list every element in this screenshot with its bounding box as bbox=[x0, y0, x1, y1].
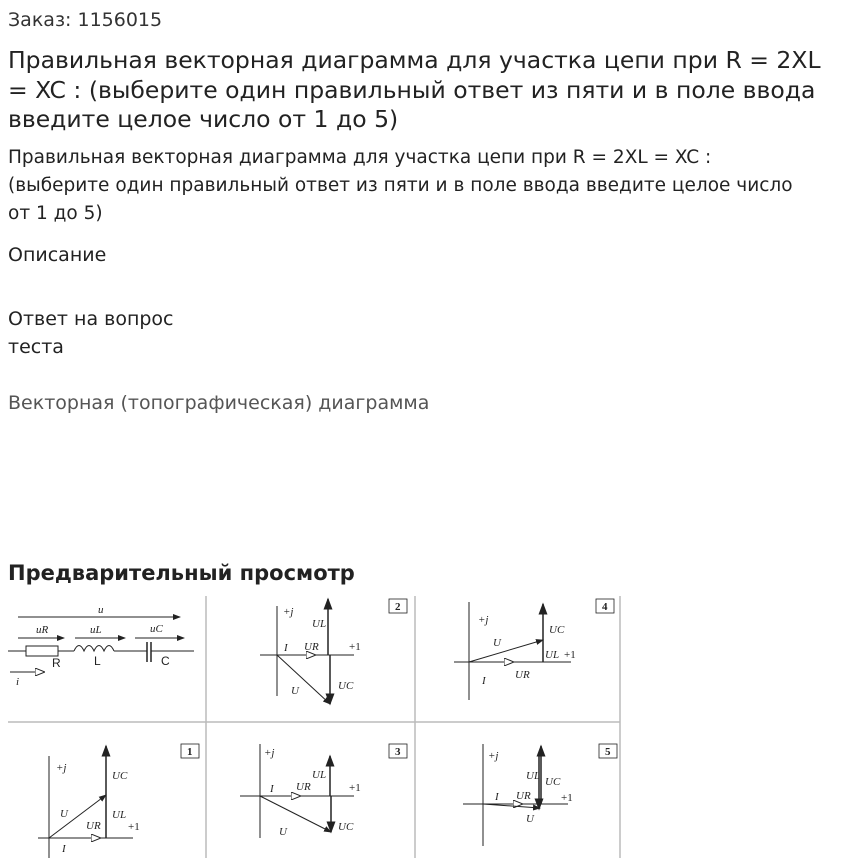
circuit-schematic bbox=[8, 604, 194, 688]
svg-text:I: I bbox=[284, 642, 288, 654]
svg-text:U: U bbox=[493, 637, 501, 649]
resistor bbox=[26, 646, 58, 656]
vector-diagram-option-3 bbox=[240, 744, 407, 838]
description-line: Правильная векторная диаграмма для участка цепи при R = 2XL = XC : bbox=[8, 147, 712, 168]
svg-text:UL: UL bbox=[526, 770, 541, 782]
answer-heading-line: теста bbox=[8, 336, 64, 358]
vector-diagram-option-1 bbox=[38, 744, 199, 858]
svg-text:+1: +1 bbox=[349, 641, 361, 653]
order-number: Заказ: 1156015 bbox=[8, 9, 163, 31]
label-u: u bbox=[98, 604, 104, 616]
svg-text:UL: UL bbox=[545, 649, 560, 661]
svg-text:+1: +1 bbox=[349, 782, 361, 794]
svg-text:UR: UR bbox=[296, 781, 311, 793]
svg-text:I: I bbox=[482, 675, 486, 687]
svg-text:+j: +j bbox=[478, 614, 489, 626]
description-heading: Описание bbox=[8, 244, 107, 266]
svg-text:+1: +1 bbox=[128, 821, 140, 833]
svg-text:I: I bbox=[62, 843, 66, 855]
svg-text:UR: UR bbox=[515, 669, 530, 681]
option-number: 4 bbox=[602, 601, 608, 613]
description-text bbox=[8, 144, 828, 228]
svg-text:U: U bbox=[526, 813, 534, 825]
svg-text:+1: +1 bbox=[561, 792, 573, 804]
label-uC: uC bbox=[150, 623, 163, 635]
svg-text:+j: +j bbox=[264, 747, 275, 759]
option-number: 5 bbox=[605, 746, 611, 758]
svg-text:I: I bbox=[270, 783, 274, 795]
svg-text:+1: +1 bbox=[564, 649, 576, 661]
svg-text:U: U bbox=[291, 685, 299, 697]
svg-text:UC: UC bbox=[338, 821, 354, 833]
svg-text:UL: UL bbox=[312, 769, 327, 781]
vector-diagram-option-4 bbox=[454, 599, 614, 700]
inductor bbox=[74, 646, 114, 652]
label-uL: uL bbox=[90, 624, 102, 636]
label-C: C bbox=[161, 654, 170, 668]
option-number: 3 bbox=[395, 746, 401, 758]
description-line: от 1 до 5) bbox=[8, 203, 103, 224]
svg-text:UC: UC bbox=[549, 624, 565, 636]
svg-text:U: U bbox=[60, 808, 68, 820]
svg-text:+j: +j bbox=[56, 762, 67, 774]
svg-text:UR: UR bbox=[516, 790, 531, 802]
description-line: (выберите один правильный ответ из пяти и в поле ввода введите целое число bbox=[8, 175, 793, 196]
svg-text:UC: UC bbox=[112, 770, 128, 782]
label-R: R bbox=[52, 656, 61, 670]
answer-heading bbox=[8, 305, 174, 361]
svg-text:+j: +j bbox=[488, 750, 499, 762]
answer-heading-line: Ответ на вопрос bbox=[8, 308, 174, 330]
svg-text:UL: UL bbox=[312, 618, 327, 630]
preview-heading: Предварительный просмотр bbox=[8, 561, 355, 585]
svg-text:+j: +j bbox=[283, 606, 294, 618]
label-L: L bbox=[94, 654, 101, 668]
svg-text:UR: UR bbox=[304, 641, 319, 653]
option-number: 1 bbox=[187, 746, 193, 758]
label-uR: uR bbox=[36, 624, 49, 636]
vector-diagram-option-2 bbox=[260, 599, 407, 704]
svg-text:U: U bbox=[279, 826, 287, 838]
svg-text:UC: UC bbox=[338, 680, 354, 692]
label-i: i bbox=[16, 676, 20, 688]
svg-text:I: I bbox=[495, 791, 499, 803]
answer-text: Векторная (топографическая) диаграмма bbox=[8, 392, 430, 414]
option-number: 2 bbox=[395, 601, 401, 613]
vector-diagram-option-5 bbox=[463, 744, 617, 846]
svg-text:UR: UR bbox=[86, 820, 101, 832]
page-title: Правильная векторная диаграмма для участка цепи при R = 2XL = XC : (выберите один правильный ответ из пяти и в поле ввода введите целое число от 1 до 5) bbox=[8, 46, 821, 133]
preview-image bbox=[8, 596, 624, 862]
vector-diagrams-figure bbox=[8, 596, 624, 858]
svg-text:UL: UL bbox=[112, 809, 127, 821]
svg-text:UC: UC bbox=[545, 776, 561, 788]
